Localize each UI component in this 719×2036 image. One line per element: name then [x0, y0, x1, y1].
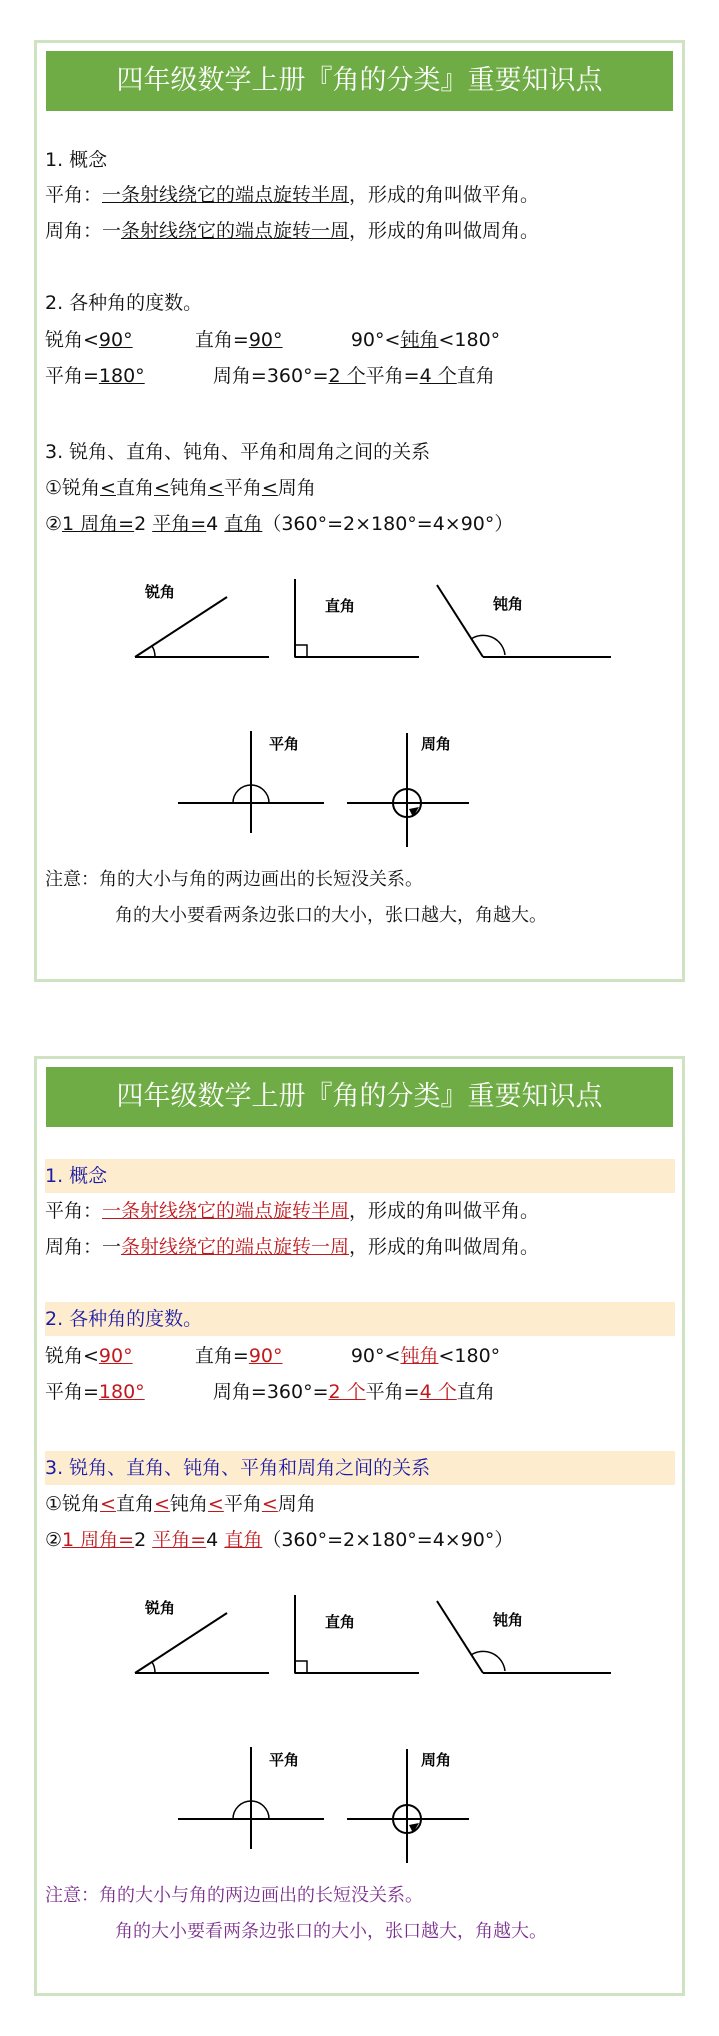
obtuse-prefix: 90°< — [350, 1345, 401, 1367]
rel2-f: （360°=2×180°=4×90°） — [262, 513, 514, 535]
rel2-a: 1 周角= — [62, 513, 135, 535]
full-prefix: 周角=360°= — [212, 365, 329, 387]
right-value: 90° — [248, 329, 283, 351]
rel1-lt3: < — [207, 477, 224, 499]
rel2-c: 平角= — [152, 513, 207, 535]
rel1-a: ①锐角 — [45, 477, 101, 499]
rel1-lt3: < — [207, 1493, 224, 1515]
straight-value: 180° — [98, 1381, 145, 1403]
rel2-b: 2 — [134, 1529, 153, 1551]
rel1-lt2: < — [153, 477, 170, 499]
acute-label: 锐角 — [145, 583, 176, 601]
rel1-lt1: < — [100, 1493, 116, 1515]
rel2-c: 平角= — [152, 1529, 207, 1551]
right-label: 直角 — [325, 1613, 356, 1631]
knowledge-card-highlighted — [34, 1056, 685, 1996]
section1-heading-text: 1. 概念 — [45, 1165, 108, 1187]
rel2-d: 4 — [206, 513, 225, 535]
angle-diagrams — [37, 1059, 682, 1999]
def-ping-underlined: 一条射线绕它的端点旋转半周 — [102, 1200, 350, 1222]
def-ping-prefix: 平角： — [45, 184, 103, 206]
full-suffix: 直角 — [456, 365, 495, 387]
rel2-b: 2 — [134, 513, 153, 535]
rel1-e: 周角 — [277, 1493, 316, 1515]
full-value2: 4 个 — [419, 1381, 457, 1403]
acute-value: 90° — [98, 1345, 133, 1367]
right-prefix: 直角= — [194, 1345, 249, 1367]
note-line-1: 注意：角的大小与角的两边画出的长短没关系。 — [45, 1885, 423, 1906]
straight-prefix: 平角= — [45, 1381, 99, 1403]
full-mid: 平角= — [365, 365, 420, 387]
right-angle-figure — [295, 1595, 419, 1673]
rel2-circle: ② — [45, 513, 63, 535]
obtuse-suffix: <180° — [438, 329, 501, 351]
rel1-d: 平角 — [223, 477, 262, 499]
note-line-2: 角的大小要看两条边张口的大小，张口越大，角越大。 — [115, 905, 547, 926]
acute-prefix: 锐角< — [45, 1345, 99, 1367]
straight-value: 180° — [98, 365, 145, 387]
full-mid: 平角= — [365, 1381, 420, 1403]
note-line-2: 角的大小要看两条边张口的大小，张口越大，角越大。 — [115, 1921, 547, 1942]
rel2-d: 4 — [206, 1529, 225, 1551]
rel2-f: （360°=2×180°=4×90°） — [262, 1529, 514, 1551]
rel1-d: 平角 — [223, 1493, 262, 1515]
def-zhou-suffix: ，形成的角叫做周角。 — [349, 220, 540, 242]
note-line-1: 注意：角的大小与角的两边画出的长短没关系。 — [45, 869, 423, 890]
def-zhou-suffix: ，形成的角叫做周角。 — [349, 1236, 540, 1258]
obtuse-label: 钝角 — [493, 1611, 524, 1629]
section1-heading-text: 1. 概念 — [45, 149, 108, 171]
card-title: 四年级数学上册『角的分类』重要知识点 — [46, 1067, 673, 1127]
rel1-e: 周角 — [277, 477, 316, 499]
def-zhou-underlined: 条射线绕它的端点旋转一周 — [121, 220, 350, 242]
rel2-a: 1 周角= — [62, 1529, 135, 1551]
rel1-b: 直角 — [115, 477, 154, 499]
def-zhou-prefix: 周角：一 — [45, 220, 122, 242]
rel1-lt4: < — [261, 477, 278, 499]
def-zhou-prefix: 周角：一 — [45, 1236, 122, 1258]
straight-angle-figure — [178, 1747, 324, 1849]
acute-angle-figure — [135, 583, 269, 657]
obtuse-suffix: <180° — [438, 1345, 501, 1367]
rel1-lt2: < — [153, 1493, 170, 1515]
rel1-c: 钝角 — [169, 1493, 208, 1515]
acute-value: 90° — [98, 329, 133, 351]
obtuse-angle-figure — [437, 1601, 611, 1673]
straight-prefix: 平角= — [45, 365, 99, 387]
right-prefix: 直角= — [194, 329, 249, 351]
rel1-c: 钝角 — [169, 477, 208, 499]
right-label: 直角 — [325, 597, 356, 615]
full-value2: 4 个 — [419, 365, 457, 387]
obtuse-value: 钝角 — [400, 1345, 439, 1367]
straight-angle-figure — [178, 731, 324, 833]
rel1-a: ①锐角 — [45, 1493, 101, 1515]
obtuse-label: 钝角 — [493, 595, 524, 613]
acute-angle-figure — [135, 1599, 269, 1673]
section2-heading-text: 2. 各种角的度数。 — [45, 292, 203, 314]
full-suffix: 直角 — [456, 1381, 495, 1403]
rel1-lt1: < — [100, 477, 116, 499]
acute-prefix: 锐角< — [45, 329, 99, 351]
acute-label: 锐角 — [145, 1599, 176, 1617]
obtuse-prefix: 90°< — [350, 329, 401, 351]
full-prefix: 周角=360°= — [212, 1381, 329, 1403]
full-value1: 2 个 — [328, 1381, 366, 1403]
def-zhou-underlined: 条射线绕它的端点旋转一周 — [121, 1236, 350, 1258]
angle-diagrams — [37, 43, 682, 983]
rel1-lt4: < — [261, 1493, 278, 1515]
rel2-circle: ② — [45, 1529, 63, 1551]
card-title: 四年级数学上册『角的分类』重要知识点 — [46, 51, 673, 111]
def-ping-suffix: ，形成的角叫做平角。 — [349, 184, 540, 206]
straight-label: 平角 — [269, 1751, 300, 1769]
obtuse-value: 钝角 — [400, 329, 439, 351]
section3-heading-text: 3. 锐角、直角、钝角、平角和周角之间的关系 — [45, 1457, 431, 1479]
section2-heading-text: 2. 各种角的度数。 — [45, 1308, 203, 1330]
right-value: 90° — [248, 1345, 283, 1367]
full-label: 周角 — [421, 735, 452, 753]
def-ping-underlined: 一条射线绕它的端点旋转半周 — [102, 184, 350, 206]
section3-heading-text: 3. 锐角、直角、钝角、平角和周角之间的关系 — [45, 441, 431, 463]
def-ping-prefix: 平角： — [45, 1200, 103, 1222]
full-angle-figure — [347, 733, 469, 847]
full-value1: 2 个 — [328, 365, 366, 387]
knowledge-card-plain — [34, 40, 685, 982]
rel2-e: 直角 — [224, 1529, 263, 1551]
right-angle-figure — [295, 579, 419, 657]
full-angle-figure — [347, 1749, 469, 1863]
straight-label: 平角 — [269, 735, 300, 753]
rel2-e: 直角 — [224, 513, 263, 535]
def-ping-suffix: ，形成的角叫做平角。 — [349, 1200, 540, 1222]
rel1-b: 直角 — [115, 1493, 154, 1515]
full-label: 周角 — [421, 1751, 452, 1769]
obtuse-angle-figure — [437, 585, 611, 657]
